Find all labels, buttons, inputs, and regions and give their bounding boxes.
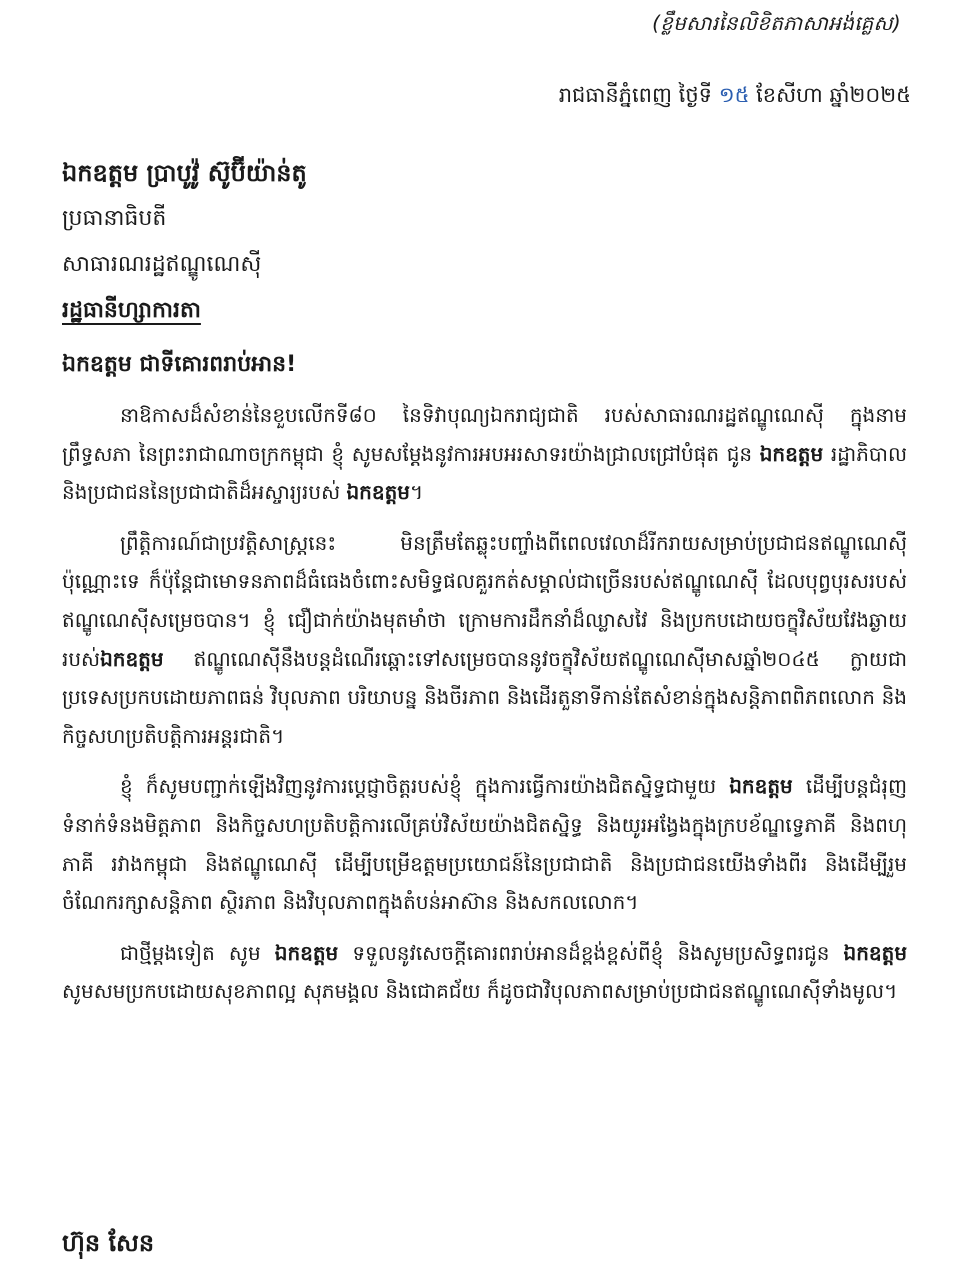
recipient-city bbox=[62, 288, 307, 334]
p2-text-1: ព្រឹត្តិការណ៍ជាប្រវត្តិសាស្ត្រនេះ មិនត្រឹមតែឆ្លុះបញ្ចាំងពីពេលវេលាដ៏រីករាយសម្រាប់ប្រជាជនឥណ្ឌូណេស៊ីប៉ុណ្ណោះទេ ក៏ប៉ុន្តែជាមោទនភាពដ៏ធំធេងចំពោះសមិទ្ធផលគួរកត់សម្គាល់ជាច្រើនរបស់ឥណ្ឌូណេស៊ី ដែលបុព្វបុរសរបស់ឥណ្ឌូណេស៊ីសម្រេចបាន។ ខ្ញុំ ជឿជាក់យ៉ាងមុតមាំថា ក្រោមការដឹកនាំដ៏ឈ្លាសវៃ និងប្រកបដោយចក្ខុវិស័យវែងឆ្ងាយរបស់ bbox=[62, 530, 907, 671]
date-line bbox=[559, 82, 911, 113]
p4-text-1: ជាថ្មីម្តងទៀត សូម bbox=[120, 940, 275, 965]
recipient-country: សាធារណរដ្ឋឥណ្ឌូណេស៊ី bbox=[62, 252, 262, 277]
p4-text-2: ទទួលនូវសេចក្តីគោរពរាប់អានដ៏ខ្ពង់ខ្ពស់ពីខ្ញុំ និងសូមប្រសិទ្ធពរជូន bbox=[338, 940, 844, 965]
p1-text-3: ។ bbox=[409, 480, 424, 505]
signature: ហ៊ុន សែន bbox=[62, 1229, 155, 1257]
p2-text-2: ឥណ្ឌូណេស៊ីនឹងបន្តដំណើរឆ្ពោះទៅសម្រេចបាននូវចក្ខុវិស័យឥណ្ឌូណេស៊ីមាសឆ្នាំ២០៤៥ ក្លាយជាប្រទេសប្រកបដោយភាពធន់ វិបុលភាព បរិយាបន្ន និងចីរភាព និងដើរតួនាទីកាន់តែសំខាន់ក្នុងសន្តិភាពពិភពលោក និងកិច្ចសហប្រតិបត្តិការអន្តរជាតិ។ bbox=[62, 646, 907, 748]
date-prefix: រាជធានីភ្នំពេញ ថ្ងៃទី bbox=[558, 83, 712, 107]
p2-bold-1: ឯកឧត្តម bbox=[100, 646, 164, 671]
paragraph-2 bbox=[62, 524, 907, 756]
recipient-name: ឯកឧត្តម ប្រាបូវ៉ូ ស៊ូប៊ីយ៉ាន់តូ bbox=[62, 159, 307, 187]
salutation: ឯកឧត្តម ជាទីគោរពរាប់អាន! bbox=[62, 352, 297, 377]
date-suffix: ខែសីហា ឆ្នាំ២០២៥ bbox=[756, 83, 911, 107]
paragraph-3 bbox=[62, 767, 907, 921]
p1-text-2: រដ្ឋាភិបាល និងប្រជាជននៃប្រជាជាតិដ៏អស្ចារ្យរបស់ bbox=[62, 441, 907, 505]
paragraph-4 bbox=[62, 934, 907, 1011]
p3-text-1: ខ្ញុំ ក៏សូមបញ្ជាក់ឡើងវិញនូវការប្តេជ្ញាចិត្តរបស់ខ្ញុំ ក្នុងការធ្វើការយ៉ាងជិតស្និទ្ធជាមួយ bbox=[120, 774, 730, 799]
p4-text-3: សូមសមប្រកបដោយសុខភាពល្អ សុភមង្គល និងជោគជ័យ ក៏ដូចជាវិបុលភាពសម្រាប់ប្រជាជនឥណ្ឌូណេស៊ីទាំងមូល។ bbox=[62, 979, 898, 1004]
recipient-title: ប្រធានាធិបតី bbox=[62, 206, 167, 231]
recipient-city-text: រដ្ឋធានីហ្សាការតា bbox=[62, 298, 201, 323]
date-day: ១៥ bbox=[718, 83, 750, 107]
recipient-block bbox=[62, 150, 307, 334]
letter-body bbox=[62, 396, 907, 1023]
p1-bold-2: ឯកឧត្តម bbox=[346, 480, 410, 505]
translation-note: (ខ្លឹមសារនៃលិខិតភាសាអង់គ្លេស) bbox=[652, 11, 901, 35]
p3-text-2: ដើម្បីបន្តជំរុញទំនាក់ទំនងមិត្តភាព និងកិច្ចសហប្រតិបត្តិការលើគ្រប់វិស័យយ៉ាងជិតស្និទ្ធ និងយូរអង្វែងក្នុងក្របខ័ណ្ឌទ្វេភាគី និងពហុភាគី រវាងកម្ពុជា និងឥណ្ឌូណេស៊ី ដើម្បីបម្រើឧត្តមប្រយោជន៍នៃប្រជាជាតិ និងប្រជាជនយើងទាំងពីរ និងដើម្បីរួមចំណែករក្សាសន្តិភាព ស្ថិរភាព និងវិបុលភាពក្នុងតំបន់អាស៊ាន និងសកលលោក។ bbox=[62, 774, 907, 915]
p1-text-1: នាឱកាសដ៏សំខាន់នៃខួបលើកទី៨០ នៃទិវាបុណ្យឯករាជ្យជាតិ របស់សាធារណរដ្ឋឥណ្ឌូណេស៊ី ក្នុងនាមព្រឹទ្ធសភា នៃព្រះរាជាណាចក្រកម្ពុជា ខ្ញុំ សូមសម្តែងនូវការអបអរសាទរយ៉ាងជ្រាលជ្រៅបំផុត ជូន bbox=[62, 403, 907, 466]
p4-bold-2: ឯកឧត្តម bbox=[843, 940, 908, 965]
paragraph-1 bbox=[62, 396, 907, 512]
p3-bold-1: ឯកឧត្តម bbox=[729, 774, 793, 799]
p1-bold-1: ឯកឧត្តម bbox=[759, 441, 824, 466]
p4-bold-1: ឯកឧត្តម bbox=[274, 940, 339, 965]
